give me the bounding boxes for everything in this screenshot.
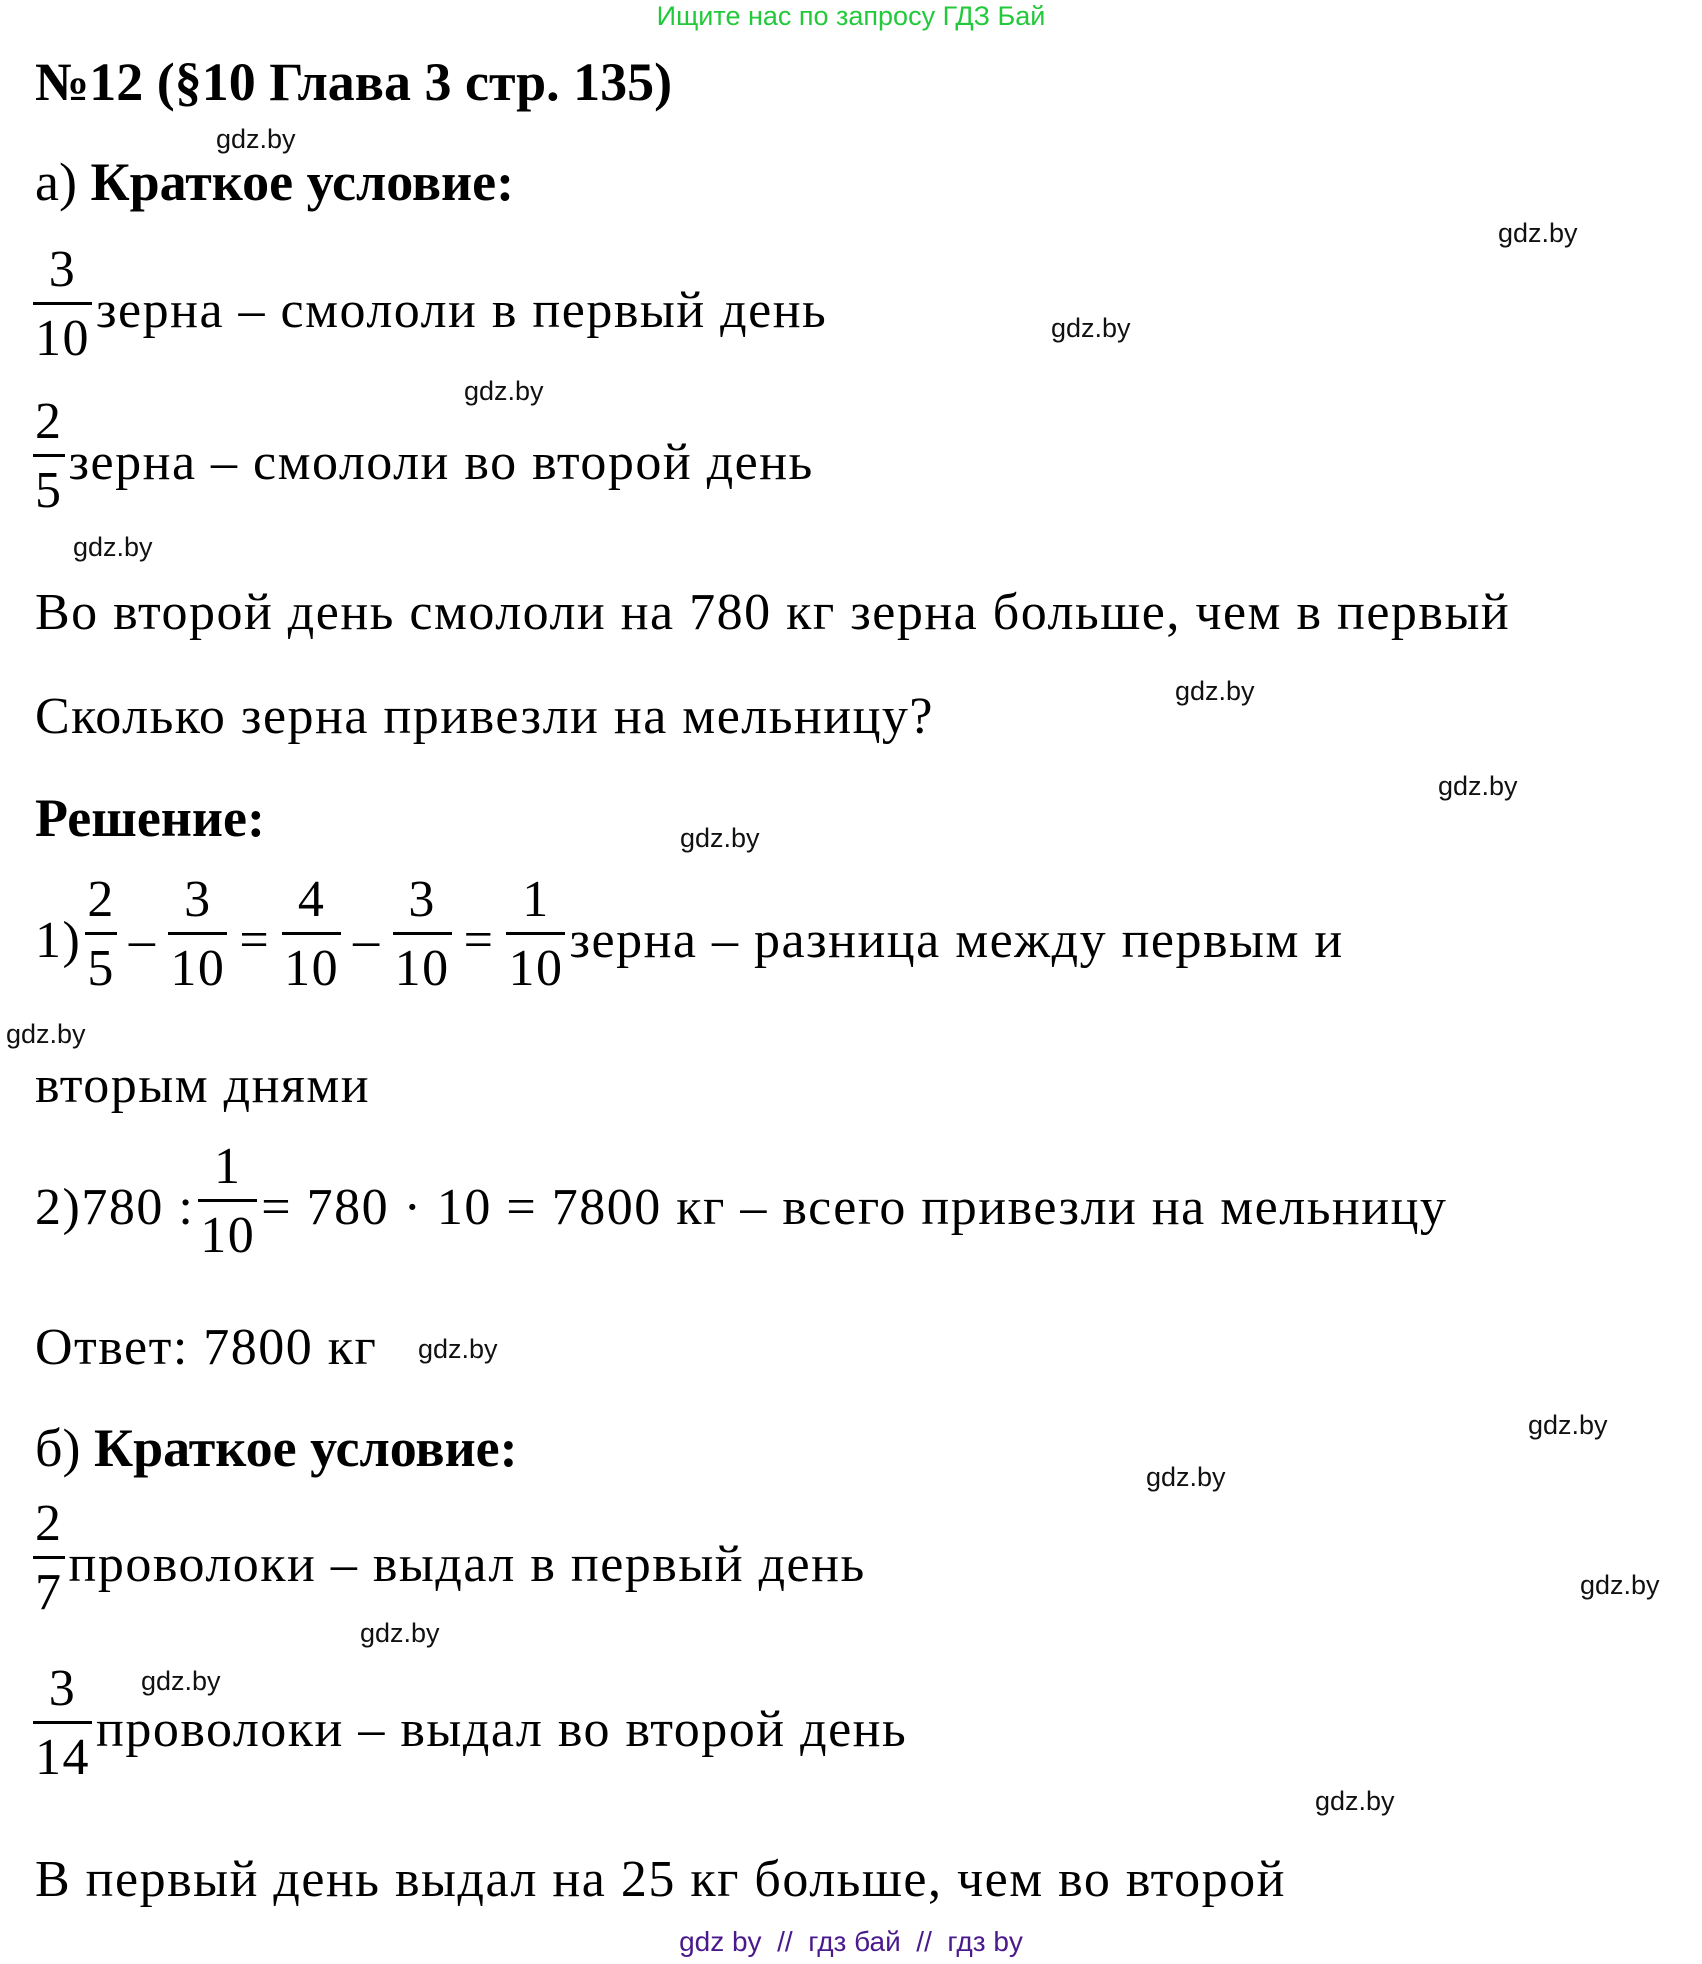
fraction — [168, 872, 227, 997]
watermark: gdz.by — [1315, 1786, 1395, 1816]
equals-operator: = — [239, 911, 271, 969]
step-text: зерна – разница между первым и — [569, 911, 1344, 969]
fraction — [198, 1139, 257, 1264]
watermark: gdz.by — [1146, 1462, 1226, 1492]
numerator: 2 — [35, 393, 63, 450]
solution-heading: Решение: — [35, 788, 265, 848]
denominator: 10 — [35, 310, 90, 367]
given-text: проволоки – выдал во второй день — [96, 1700, 908, 1758]
fraction-bar — [393, 932, 452, 935]
fraction-bar — [33, 1556, 65, 1559]
condition-b: В первый день выдал на 25 кг больше, чем во второй — [35, 1851, 1286, 1908]
watermark: gdz.by — [418, 1334, 498, 1364]
fraction-bar — [33, 1721, 92, 1724]
step-lead: 780 : — [81, 1178, 195, 1236]
part-b-heading — [35, 1418, 518, 1478]
equals-operator: = — [463, 911, 495, 969]
step-text: = 780 · 10 = 7800 кг – всего привезли на мельницу — [261, 1178, 1448, 1236]
numerator: 1 — [214, 1138, 242, 1195]
fraction — [506, 872, 565, 997]
part-b-label: б) — [35, 1418, 81, 1478]
fraction-bar — [506, 932, 565, 935]
watermark: gdz.by — [73, 532, 153, 562]
solution-step-2 — [35, 1138, 1448, 1270]
minus-operator: – — [353, 911, 381, 969]
numerator: 3 — [184, 871, 212, 928]
step-label: 2) — [35, 1178, 82, 1236]
denominator: 14 — [35, 1729, 90, 1786]
denominator: 10 — [284, 940, 340, 997]
watermark: gdz.by — [1051, 313, 1131, 343]
watermark: gdz.by — [6, 1019, 86, 1049]
watermark: gdz.by — [141, 1666, 221, 1696]
given-line-a2 — [29, 393, 814, 525]
denominator: 10 — [170, 940, 226, 997]
watermark: gdz.by — [360, 1618, 440, 1648]
fraction-bar — [168, 932, 227, 935]
fraction-bar — [33, 454, 65, 457]
denominator: 5 — [35, 462, 63, 519]
numerator: 3 — [408, 871, 436, 928]
given-text: зерна – смололи во второй день — [68, 433, 814, 491]
part-a-heading — [35, 152, 514, 212]
fraction — [282, 872, 341, 997]
watermark: gdz.by — [1175, 676, 1255, 706]
given-text: зерна – смололи в первый день — [96, 281, 828, 339]
search-banner: Ищите нас по запросу ГДЗ Бай — [656, 1, 1046, 31]
watermark: gdz.by — [1528, 1410, 1608, 1440]
denominator: 10 — [394, 940, 450, 997]
answer-a: Ответ: 7800 кг — [35, 1319, 378, 1376]
footer-links: gdz by // гдз бай // гдз by — [679, 1926, 1023, 1957]
numerator: 2 — [35, 1495, 63, 1552]
part-b-heading-text: Краткое условие: — [93, 1418, 518, 1478]
fraction — [33, 1496, 65, 1621]
fraction-bar — [198, 1199, 257, 1202]
fraction — [85, 872, 117, 997]
fraction-bar — [282, 932, 341, 935]
numerator: 1 — [522, 871, 550, 928]
solution-step-1 — [35, 871, 1344, 1003]
denominator: 10 — [200, 1207, 256, 1264]
numerator: 3 — [48, 1660, 77, 1717]
watermark: gdz.by — [680, 823, 760, 853]
numerator: 3 — [48, 241, 77, 298]
denominator: 5 — [87, 940, 115, 997]
fraction — [33, 394, 65, 519]
part-a-heading-text: Краткое условие: — [90, 152, 515, 212]
question-a: Сколько зерна привезли на мельницу? — [35, 688, 934, 745]
watermark: gdz.by — [216, 124, 296, 154]
fraction — [33, 1661, 92, 1786]
watermark: gdz.by — [1498, 218, 1578, 248]
numerator: 4 — [297, 871, 326, 928]
given-text: проволоки – выдал в первый день — [68, 1535, 866, 1593]
solution-step-1-continuation: вторым днями — [35, 1057, 371, 1114]
fraction-bar — [85, 932, 117, 935]
denominator: 10 — [508, 940, 564, 997]
numerator: 2 — [87, 871, 115, 928]
given-line-a1 — [29, 241, 828, 373]
watermark: gdz.by — [1438, 771, 1518, 801]
page-title: №12 (§10 Глава 3 стр. 135) — [35, 52, 673, 112]
fraction — [33, 242, 92, 367]
minus-operator: – — [128, 911, 157, 969]
condition-a: Во второй день смололи на 780 кг зерна больше, чем в первый — [35, 584, 1511, 641]
step-label: 1) — [35, 911, 82, 969]
watermark: gdz.by — [1580, 1570, 1660, 1600]
denominator: 7 — [35, 1564, 63, 1621]
part-a-label: а) — [35, 152, 77, 212]
watermark: gdz.by — [464, 376, 544, 406]
fraction-bar — [33, 302, 92, 305]
fraction — [393, 872, 452, 997]
given-line-b1 — [29, 1495, 866, 1627]
